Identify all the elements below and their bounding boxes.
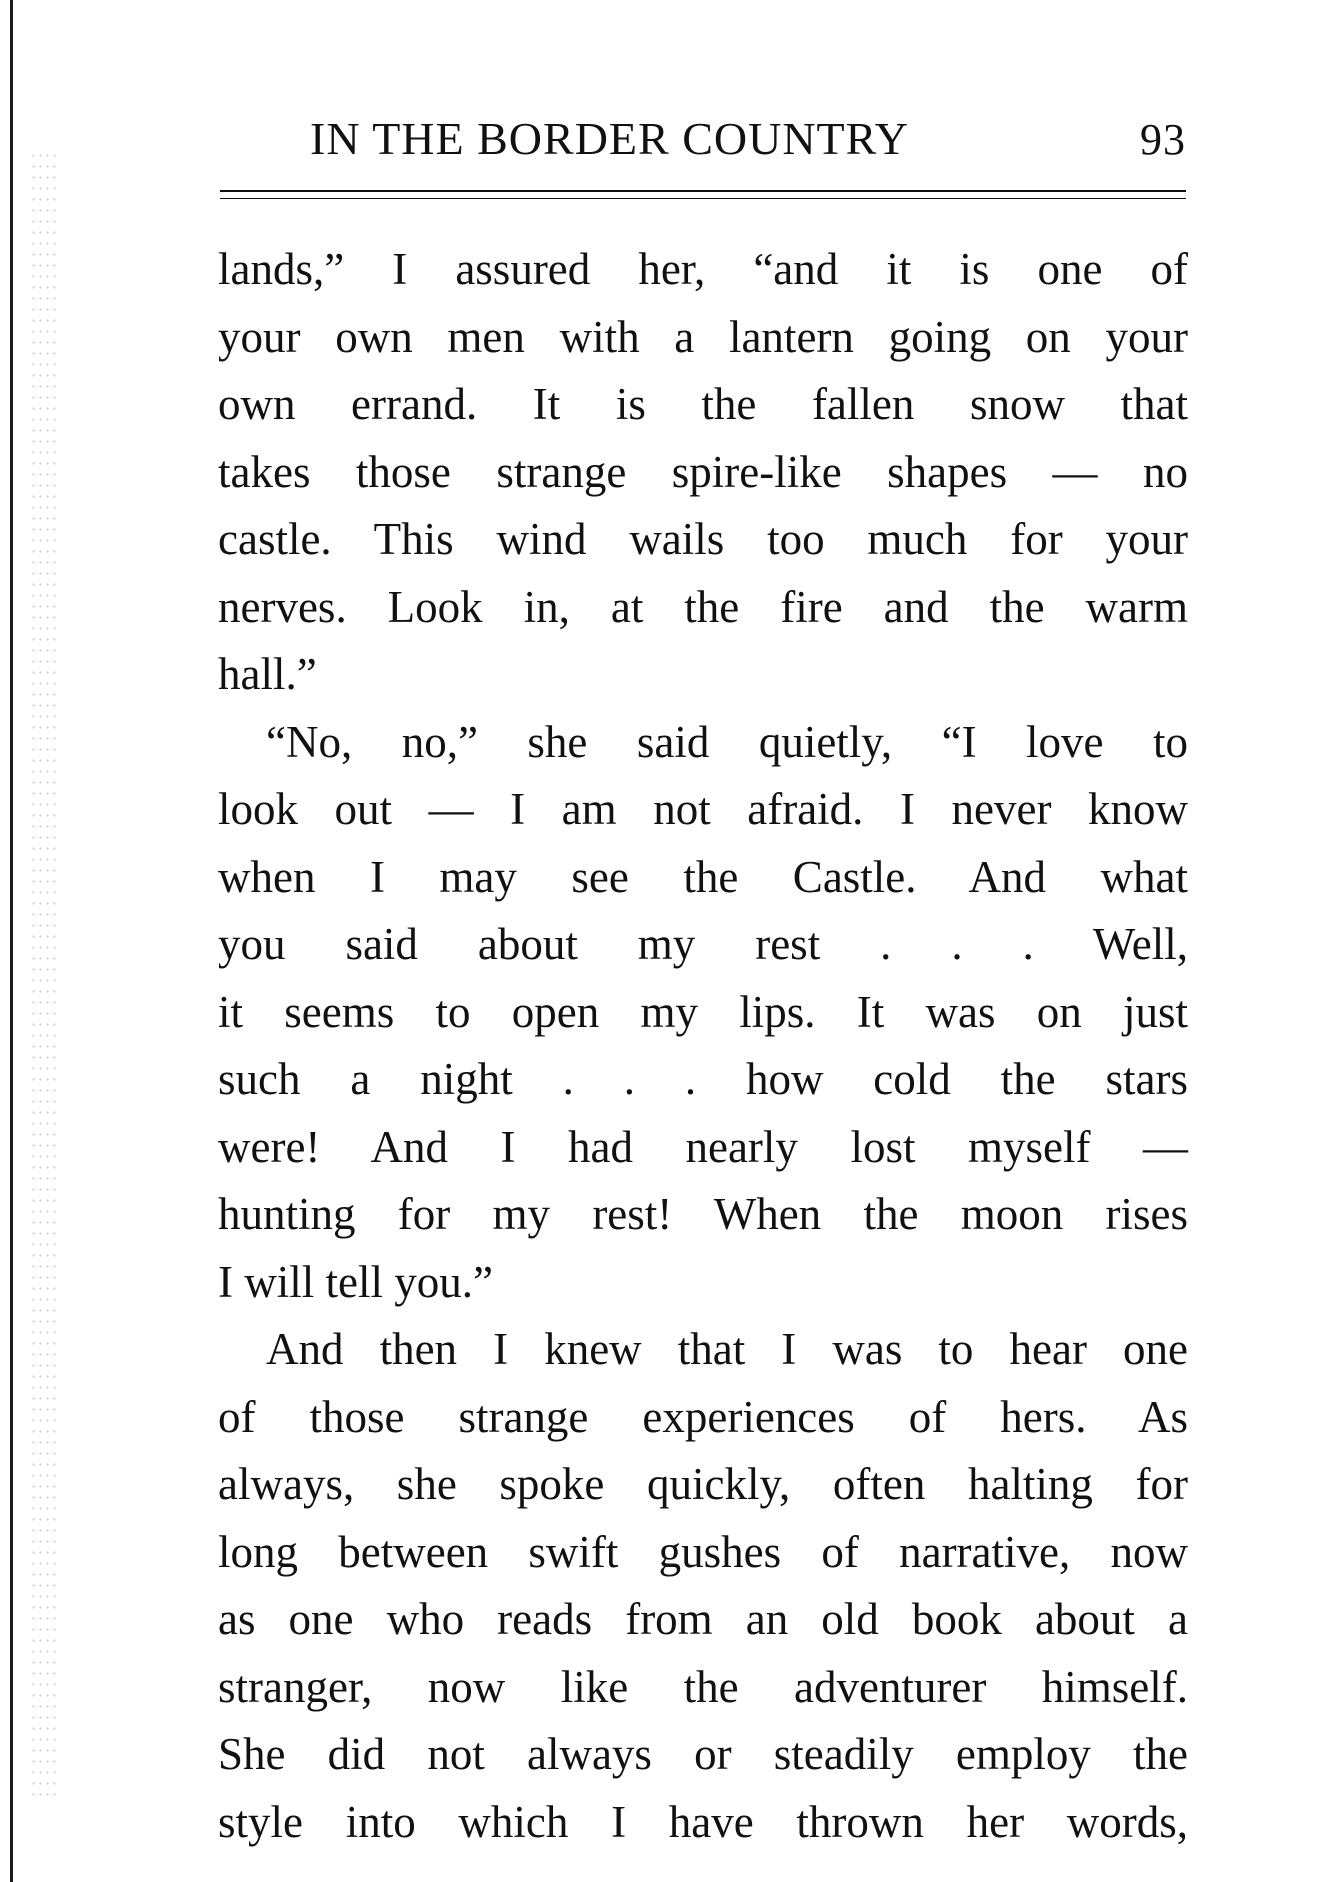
text-line: I will tell you.” <box>218 1256 493 1307</box>
text-line: long between swift gushes of narrative, now <box>218 1526 1188 1577</box>
text-line: hall.” <box>218 649 317 699</box>
text-line: castle. This wind wails too much for your <box>218 514 1188 564</box>
header-rule-thin <box>220 198 1186 199</box>
text-line: own errand. It is the fallen snow that <box>218 379 1188 429</box>
text-line: lands,” I assured her, “and it is one of <box>218 244 1188 294</box>
text-line: And then I knew that I was to hear one <box>266 1324 1188 1374</box>
text-line: when I may see the Castle. And what <box>218 851 1188 902</box>
text-line: such a night . . . how cold the stars <box>218 1054 1188 1104</box>
text-line: stranger, now like the adventurer himself. <box>218 1661 1188 1712</box>
text-line: look out — I am not afraid. I never know <box>218 784 1188 834</box>
text-line: it seems to open my lips. It was on just <box>218 986 1188 1037</box>
header-rule-thick <box>220 190 1186 192</box>
text-line: nerves. Look in, at the fire and the warm <box>218 581 1188 632</box>
running-title: IN THE BORDER COUNTRY <box>310 113 910 164</box>
page-number: 93 <box>1140 115 1186 164</box>
text-line: hunting for my rest! When the moon rises <box>218 1189 1188 1239</box>
text-line: of those strange experiences of hers. As <box>218 1391 1188 1442</box>
text-line: were! And I had nearly lost myself — <box>218 1121 1188 1172</box>
page-binding-edge <box>10 0 13 1882</box>
body-text <box>218 236 1188 1856</box>
page-binding-speckle <box>30 150 56 1800</box>
text-line: “No, no,” she said quietly, “I love to <box>266 716 1188 767</box>
text-line: as one who reads from an old book about a <box>218 1594 1188 1644</box>
text-line: always, she spoke quickly, often halting for <box>218 1459 1188 1509</box>
text-line: style into which I have thrown her words, <box>218 1796 1188 1847</box>
text-line: She did not always or steadily employ the <box>218 1729 1188 1779</box>
text-line: your own men with a lantern going on your <box>218 311 1188 362</box>
text-line: takes those strange spire-like shapes — no <box>218 446 1188 497</box>
running-header <box>310 112 1186 172</box>
text-line: you said about my rest . . . Well, <box>218 919 1188 969</box>
